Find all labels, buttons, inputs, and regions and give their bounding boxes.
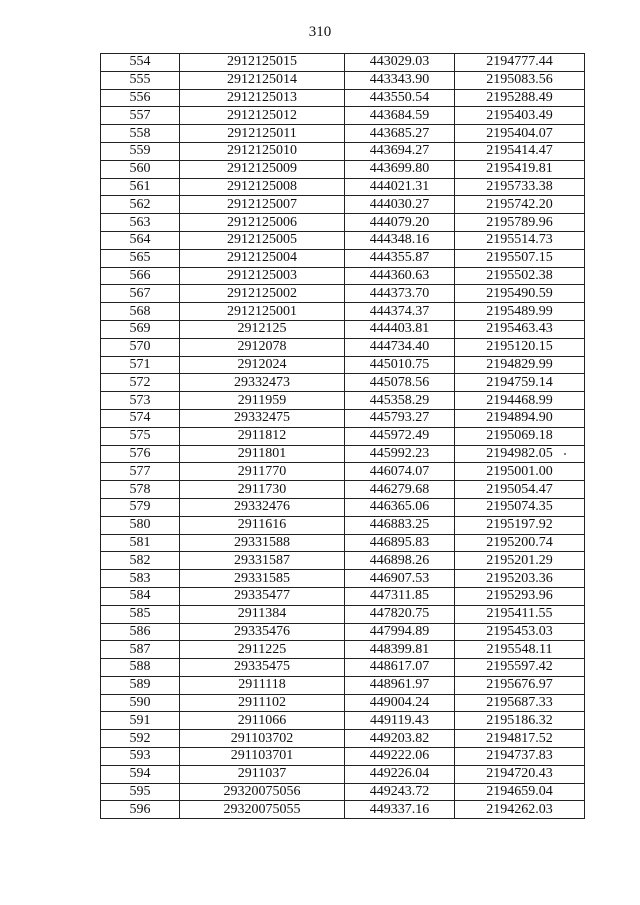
- point-number-cell: 587: [101, 641, 180, 659]
- point-id-cell: 2911812: [180, 427, 345, 445]
- x-coordinate-cell: 446907.53: [345, 570, 455, 588]
- point-number-cell: 565: [101, 249, 180, 267]
- table-row: [101, 765, 585, 783]
- coordinates-table: [100, 53, 585, 819]
- table-row: [101, 605, 585, 623]
- table-row: [101, 392, 585, 410]
- table-row: [101, 409, 585, 427]
- y-coordinate-cell: 2195411.55: [455, 605, 585, 623]
- x-coordinate-cell: 446365.06: [345, 498, 455, 516]
- table-row: [101, 249, 585, 267]
- point-number-cell: 592: [101, 730, 180, 748]
- point-id-cell: 29320075056: [180, 783, 345, 801]
- point-id-cell: 2911118: [180, 676, 345, 694]
- point-id-cell: 2912125011: [180, 125, 345, 143]
- point-id-cell: 29320075055: [180, 801, 345, 819]
- y-coordinate-cell: 2195419.81: [455, 160, 585, 178]
- x-coordinate-cell: 448617.07: [345, 659, 455, 677]
- table-row: [101, 196, 585, 214]
- y-coordinate-cell: 2195083.56: [455, 71, 585, 89]
- table-row: [101, 570, 585, 588]
- table-row: [101, 801, 585, 819]
- point-id-cell: 2912125012: [180, 107, 345, 125]
- x-coordinate-cell: 447820.75: [345, 605, 455, 623]
- y-coordinate-cell: 2195069.18: [455, 427, 585, 445]
- point-id-cell: 2912125004: [180, 249, 345, 267]
- point-id-cell: 2912125010: [180, 142, 345, 160]
- point-number-cell: 563: [101, 214, 180, 232]
- table-row: [101, 285, 585, 303]
- x-coordinate-cell: 448399.81: [345, 641, 455, 659]
- point-number-cell: 557: [101, 107, 180, 125]
- point-id-cell: 2912125013: [180, 89, 345, 107]
- point-id-cell: 29332473: [180, 374, 345, 392]
- point-id-cell: 29335477: [180, 587, 345, 605]
- x-coordinate-cell: 444373.70: [345, 285, 455, 303]
- point-number-cell: 586: [101, 623, 180, 641]
- y-coordinate-cell: 2194829.99: [455, 356, 585, 374]
- point-number-cell: 589: [101, 676, 180, 694]
- point-number-cell: 555: [101, 71, 180, 89]
- y-coordinate-cell: 2194894.90: [455, 409, 585, 427]
- y-coordinate-cell: 2195404.07: [455, 125, 585, 143]
- table-row: [101, 463, 585, 481]
- point-id-cell: 2912024: [180, 356, 345, 374]
- point-number-cell: 554: [101, 54, 180, 72]
- table-row: [101, 552, 585, 570]
- y-coordinate-cell: 2195201.29: [455, 552, 585, 570]
- point-id-cell: 2911066: [180, 712, 345, 730]
- point-number-cell: 573: [101, 392, 180, 410]
- point-id-cell: 2911959: [180, 392, 345, 410]
- table-row: [101, 142, 585, 160]
- point-id-cell: 29335475: [180, 659, 345, 677]
- point-number-cell: 556: [101, 89, 180, 107]
- x-coordinate-cell: 444403.81: [345, 320, 455, 338]
- point-id-cell: 29332475: [180, 409, 345, 427]
- table-row: [101, 587, 585, 605]
- y-coordinate-cell: 2195197.92: [455, 516, 585, 534]
- table-row: [101, 214, 585, 232]
- x-coordinate-cell: 445010.75: [345, 356, 455, 374]
- table-row: [101, 125, 585, 143]
- table-row: [101, 712, 585, 730]
- x-coordinate-cell: 449337.16: [345, 801, 455, 819]
- table-row: [101, 748, 585, 766]
- x-coordinate-cell: 445078.56: [345, 374, 455, 392]
- point-id-cell: 2912125015: [180, 54, 345, 72]
- table-row: [101, 71, 585, 89]
- point-number-cell: 570: [101, 338, 180, 356]
- y-coordinate-cell: 2195463.43: [455, 320, 585, 338]
- x-coordinate-cell: 446898.26: [345, 552, 455, 570]
- x-coordinate-cell: 444079.20: [345, 214, 455, 232]
- x-coordinate-cell: 444355.87: [345, 249, 455, 267]
- scan-mark: [564, 453, 566, 455]
- table-row: [101, 356, 585, 374]
- point-id-cell: 29331588: [180, 534, 345, 552]
- point-number-cell: 571: [101, 356, 180, 374]
- y-coordinate-cell: 2195502.38: [455, 267, 585, 285]
- table-row: [101, 641, 585, 659]
- table-row: [101, 445, 585, 463]
- x-coordinate-cell: 446895.83: [345, 534, 455, 552]
- point-number-cell: 575: [101, 427, 180, 445]
- point-number-cell: 568: [101, 303, 180, 321]
- x-coordinate-cell: 444348.16: [345, 231, 455, 249]
- point-number-cell: 584: [101, 587, 180, 605]
- y-coordinate-cell: 2195676.97: [455, 676, 585, 694]
- y-coordinate-cell: 2195453.03: [455, 623, 585, 641]
- table-row: [101, 303, 585, 321]
- y-coordinate-cell: 2194720.43: [455, 765, 585, 783]
- point-id-cell: 2912125002: [180, 285, 345, 303]
- y-coordinate-cell: 2195001.00: [455, 463, 585, 481]
- y-coordinate-cell: 2194817.52: [455, 730, 585, 748]
- table-row: [101, 338, 585, 356]
- point-number-cell: 594: [101, 765, 180, 783]
- y-coordinate-cell: 2195687.33: [455, 694, 585, 712]
- x-coordinate-cell: 445992.23: [345, 445, 455, 463]
- y-coordinate-cell: 2194659.04: [455, 783, 585, 801]
- point-id-cell: 2911730: [180, 481, 345, 499]
- y-coordinate-cell: 2195200.74: [455, 534, 585, 552]
- x-coordinate-cell: 449222.06: [345, 748, 455, 766]
- point-number-cell: 577: [101, 463, 180, 481]
- x-coordinate-cell: 449119.43: [345, 712, 455, 730]
- table-row: [101, 694, 585, 712]
- point-number-cell: 590: [101, 694, 180, 712]
- y-coordinate-cell: 2195414.47: [455, 142, 585, 160]
- point-id-cell: 2911037: [180, 765, 345, 783]
- y-coordinate-cell: 2195507.15: [455, 249, 585, 267]
- table-row: [101, 160, 585, 178]
- point-number-cell: 596: [101, 801, 180, 819]
- point-id-cell: 2912125008: [180, 178, 345, 196]
- table-row: [101, 427, 585, 445]
- x-coordinate-cell: 446883.25: [345, 516, 455, 534]
- y-coordinate-cell: 2195288.49: [455, 89, 585, 107]
- table-body: [101, 54, 585, 819]
- y-coordinate-cell: 2194759.14: [455, 374, 585, 392]
- table-row: [101, 730, 585, 748]
- point-id-cell: 2912125003: [180, 267, 345, 285]
- point-id-cell: 2912078: [180, 338, 345, 356]
- table-row: [101, 676, 585, 694]
- point-id-cell: 29331587: [180, 552, 345, 570]
- point-id-cell: 2912125005: [180, 231, 345, 249]
- y-coordinate-cell: 2195054.47: [455, 481, 585, 499]
- point-number-cell: 576: [101, 445, 180, 463]
- point-id-cell: 2911102: [180, 694, 345, 712]
- table-row: [101, 89, 585, 107]
- x-coordinate-cell: 449203.82: [345, 730, 455, 748]
- x-coordinate-cell: 449004.24: [345, 694, 455, 712]
- y-coordinate-cell: 2194468.99: [455, 392, 585, 410]
- x-coordinate-cell: 446279.68: [345, 481, 455, 499]
- x-coordinate-cell: 447994.89: [345, 623, 455, 641]
- x-coordinate-cell: 443685.27: [345, 125, 455, 143]
- point-id-cell: 2911225: [180, 641, 345, 659]
- x-coordinate-cell: 443343.90: [345, 71, 455, 89]
- table-row: [101, 534, 585, 552]
- y-coordinate-cell: 2195548.11: [455, 641, 585, 659]
- point-number-cell: 560: [101, 160, 180, 178]
- x-coordinate-cell: 444021.31: [345, 178, 455, 196]
- point-id-cell: 2911616: [180, 516, 345, 534]
- x-coordinate-cell: 445358.29: [345, 392, 455, 410]
- x-coordinate-cell: 445972.49: [345, 427, 455, 445]
- point-id-cell: 2911770: [180, 463, 345, 481]
- table-row: [101, 783, 585, 801]
- point-id-cell: 29332476: [180, 498, 345, 516]
- point-number-cell: 582: [101, 552, 180, 570]
- y-coordinate-cell: 2195597.42: [455, 659, 585, 677]
- x-coordinate-cell: 448961.97: [345, 676, 455, 694]
- x-coordinate-cell: 449226.04: [345, 765, 455, 783]
- y-coordinate-cell: 2195293.96: [455, 587, 585, 605]
- point-id-cell: 2911384: [180, 605, 345, 623]
- point-number-cell: 559: [101, 142, 180, 160]
- y-coordinate-cell: 2195742.20: [455, 196, 585, 214]
- y-coordinate-cell: 2194777.44: [455, 54, 585, 72]
- table-row: [101, 481, 585, 499]
- point-id-cell: 2912125001: [180, 303, 345, 321]
- point-id-cell: 2912125009: [180, 160, 345, 178]
- point-id-cell: 291103701: [180, 748, 345, 766]
- point-id-cell: 2912125007: [180, 196, 345, 214]
- y-coordinate-cell: 2194737.83: [455, 748, 585, 766]
- point-number-cell: 569: [101, 320, 180, 338]
- point-number-cell: 566: [101, 267, 180, 285]
- x-coordinate-cell: 443029.03: [345, 54, 455, 72]
- table-row: [101, 231, 585, 249]
- point-number-cell: 562: [101, 196, 180, 214]
- y-coordinate-cell: 2194982.05: [455, 445, 585, 463]
- table-row: [101, 516, 585, 534]
- point-number-cell: 564: [101, 231, 180, 249]
- table-row: [101, 178, 585, 196]
- point-id-cell: 29335476: [180, 623, 345, 641]
- point-number-cell: 593: [101, 748, 180, 766]
- page-number: 310: [308, 24, 332, 40]
- table-row: [101, 107, 585, 125]
- point-id-cell: 2912125006: [180, 214, 345, 232]
- point-id-cell: 2912125014: [180, 71, 345, 89]
- point-number-cell: 588: [101, 659, 180, 677]
- point-number-cell: 595: [101, 783, 180, 801]
- table-row: [101, 54, 585, 72]
- point-number-cell: 591: [101, 712, 180, 730]
- point-number-cell: 581: [101, 534, 180, 552]
- y-coordinate-cell: 2195490.59: [455, 285, 585, 303]
- point-id-cell: 29331585: [180, 570, 345, 588]
- table-row: [101, 374, 585, 392]
- x-coordinate-cell: 443684.59: [345, 107, 455, 125]
- y-coordinate-cell: 2195186.32: [455, 712, 585, 730]
- y-coordinate-cell: 2195514.73: [455, 231, 585, 249]
- x-coordinate-cell: 445793.27: [345, 409, 455, 427]
- x-coordinate-cell: 443694.27: [345, 142, 455, 160]
- y-coordinate-cell: 2195733.38: [455, 178, 585, 196]
- y-coordinate-cell: 2195489.99: [455, 303, 585, 321]
- point-number-cell: 572: [101, 374, 180, 392]
- point-id-cell: 291103702: [180, 730, 345, 748]
- x-coordinate-cell: 443699.80: [345, 160, 455, 178]
- point-number-cell: 579: [101, 498, 180, 516]
- point-number-cell: 574: [101, 409, 180, 427]
- point-number-cell: 558: [101, 125, 180, 143]
- table-row: [101, 320, 585, 338]
- point-number-cell: 583: [101, 570, 180, 588]
- point-number-cell: 585: [101, 605, 180, 623]
- x-coordinate-cell: 444734.40: [345, 338, 455, 356]
- y-coordinate-cell: 2195074.35: [455, 498, 585, 516]
- table-row: [101, 267, 585, 285]
- y-coordinate-cell: 2194262.03: [455, 801, 585, 819]
- x-coordinate-cell: 444030.27: [345, 196, 455, 214]
- y-coordinate-cell: 2195120.15: [455, 338, 585, 356]
- x-coordinate-cell: 446074.07: [345, 463, 455, 481]
- y-coordinate-cell: 2195403.49: [455, 107, 585, 125]
- x-coordinate-cell: 444360.63: [345, 267, 455, 285]
- point-number-cell: 578: [101, 481, 180, 499]
- table-row: [101, 498, 585, 516]
- y-coordinate-cell: 2195203.36: [455, 570, 585, 588]
- point-number-cell: 567: [101, 285, 180, 303]
- point-number-cell: 561: [101, 178, 180, 196]
- point-id-cell: 2912125: [180, 320, 345, 338]
- point-id-cell: 2911801: [180, 445, 345, 463]
- table-row: [101, 659, 585, 677]
- table-row: [101, 623, 585, 641]
- x-coordinate-cell: 444374.37: [345, 303, 455, 321]
- x-coordinate-cell: 447311.85: [345, 587, 455, 605]
- point-number-cell: 580: [101, 516, 180, 534]
- y-coordinate-cell: 2195789.96: [455, 214, 585, 232]
- x-coordinate-cell: 443550.54: [345, 89, 455, 107]
- x-coordinate-cell: 449243.72: [345, 783, 455, 801]
